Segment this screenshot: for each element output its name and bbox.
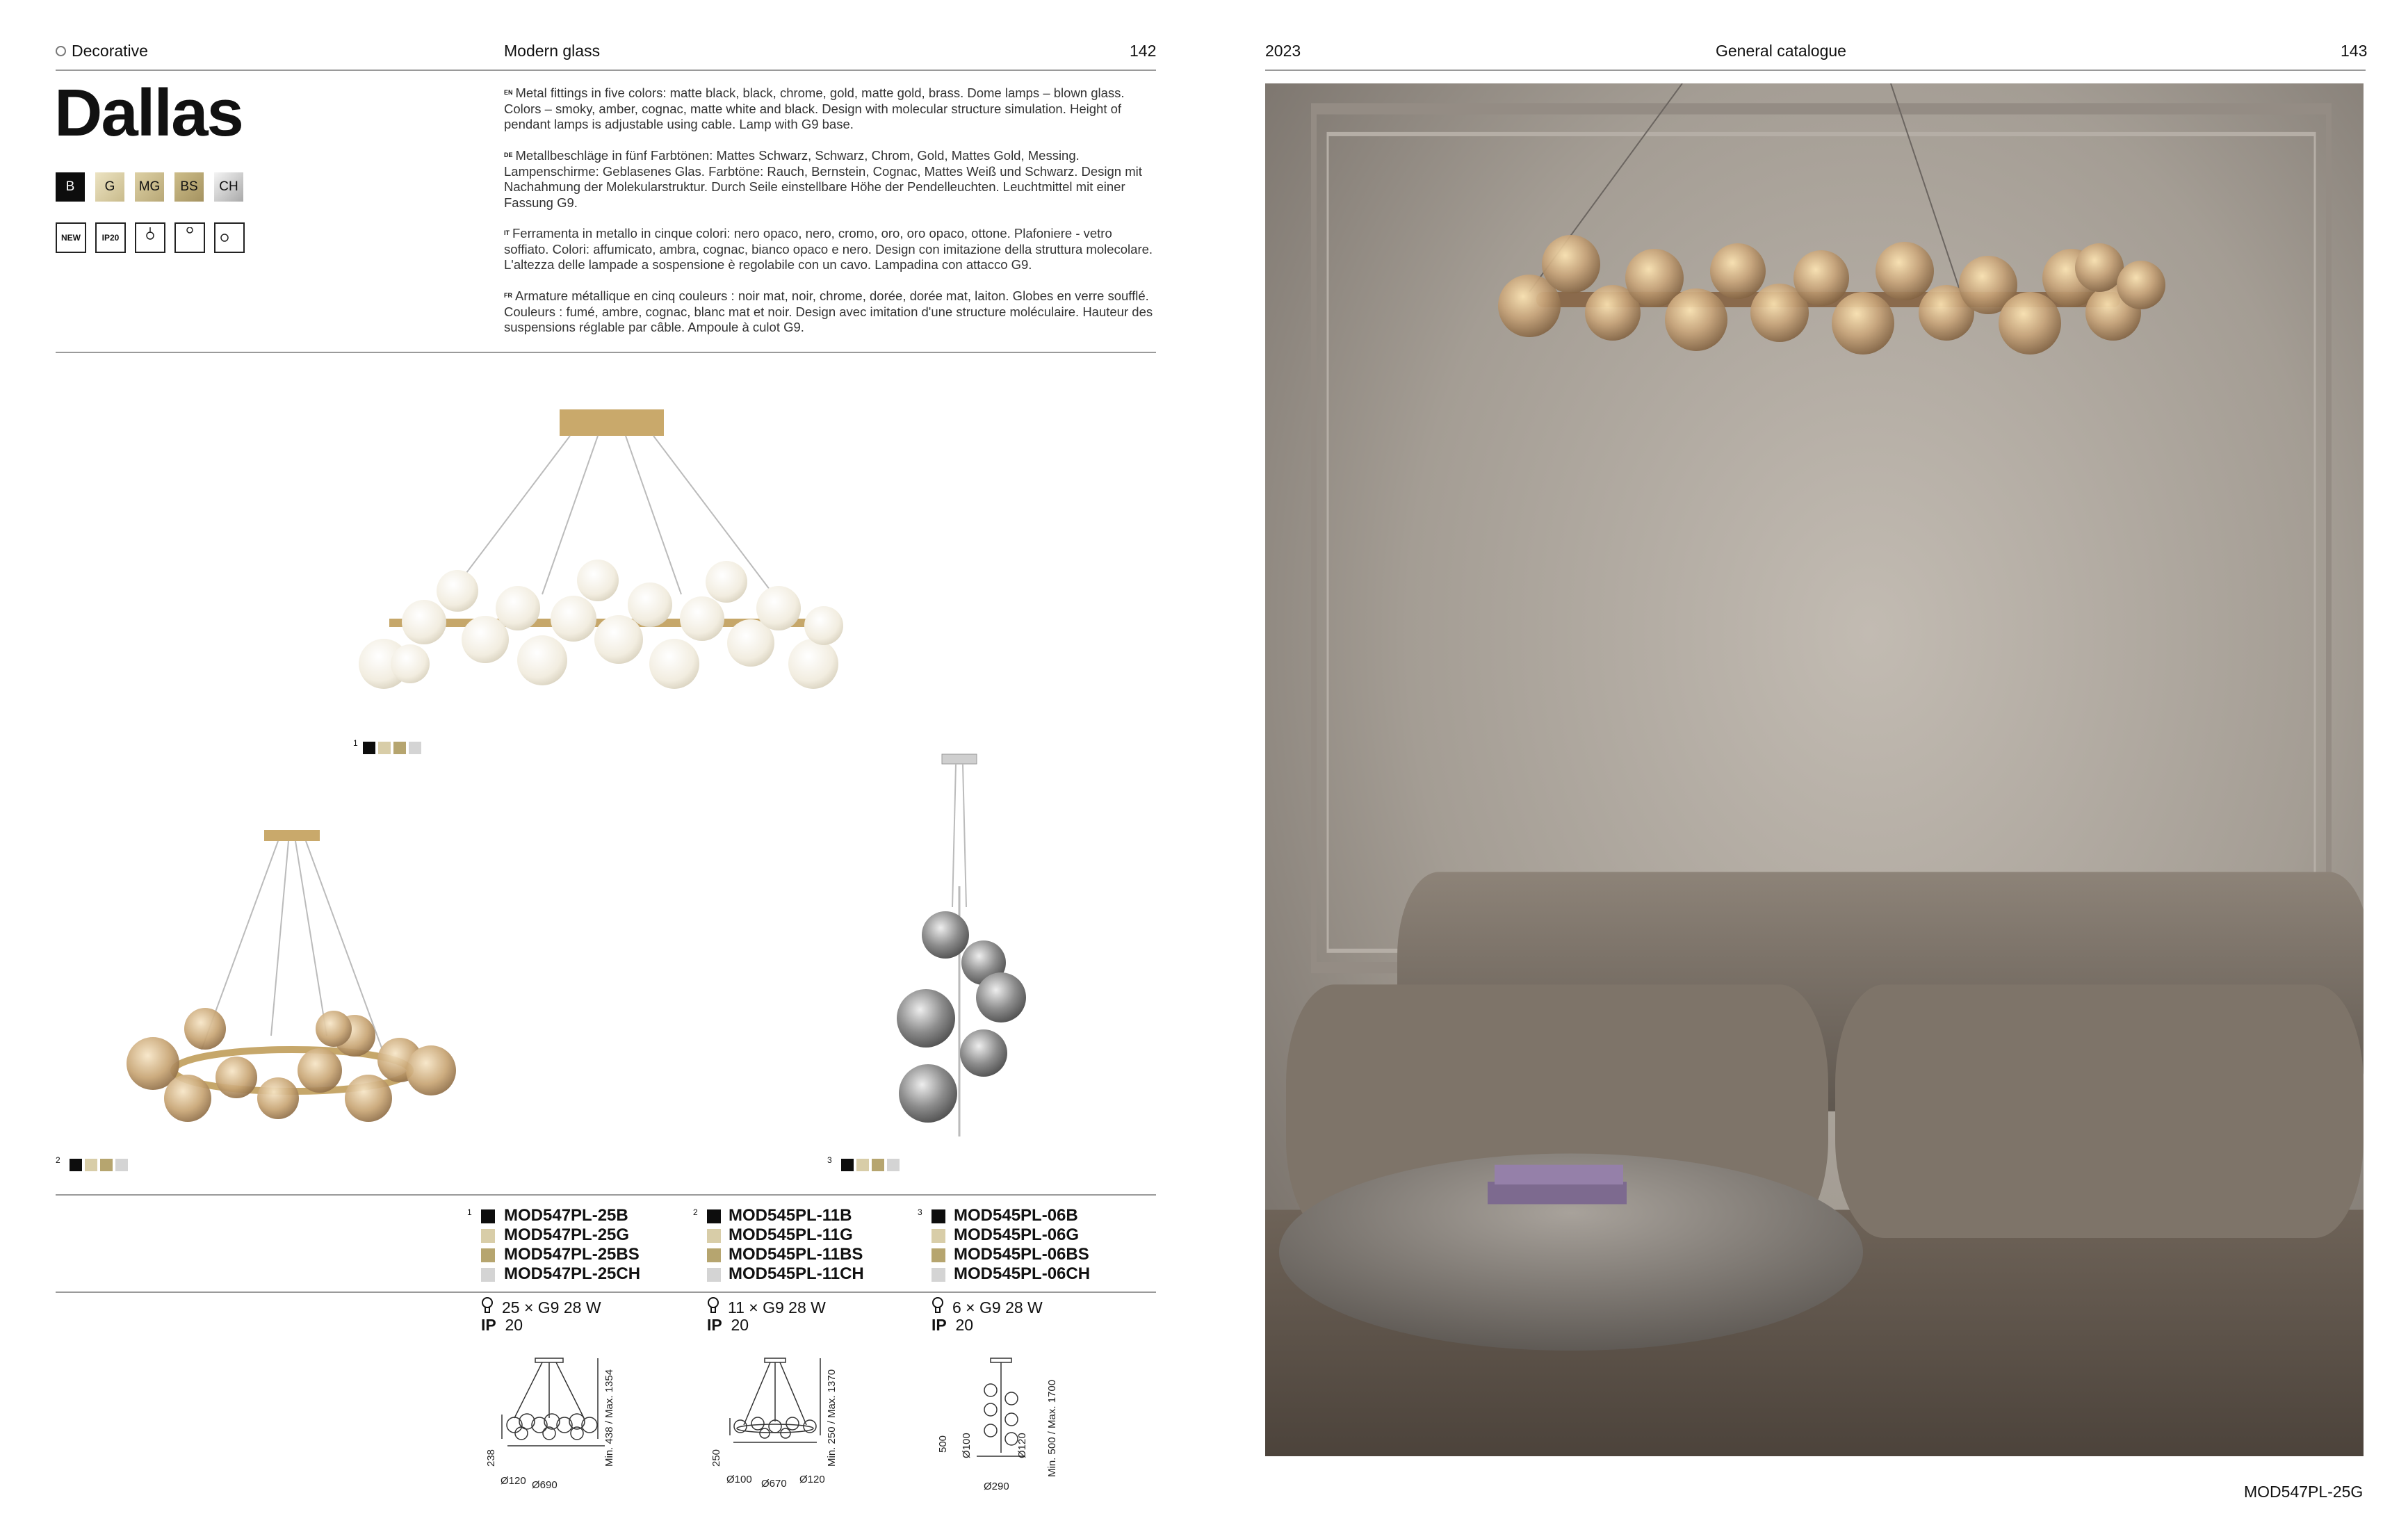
ip-value: 20 — [955, 1316, 974, 1334]
product-number: 3 — [918, 1207, 922, 1217]
ip-label: IP — [707, 1316, 722, 1334]
product-code: MOD545PL-11B — [729, 1206, 852, 1225]
dim-adjustable: Min. 250 / Max. 1370 — [826, 1369, 838, 1467]
dim-height: 500 — [937, 1435, 949, 1453]
ceiling-mount-icon — [135, 222, 165, 253]
product-1-number: 1 — [353, 738, 358, 748]
dim-diameter-3: Ø120 — [1016, 1433, 1028, 1458]
description-it — [504, 225, 1157, 273]
section-text: Decorative — [72, 42, 148, 60]
description-text: Metal fittings in five colors: matte black, black, chrome, gold, matte gold, brass. Dome lamps – blown glass. Colors – smoky, amber, cognac, matte white and black. Design with molecular structure simulation. Height of pendant lamps is adjustable using cable. Lamp with G9 base. — [504, 85, 1125, 131]
product-code: MOD547PL-25B — [504, 1206, 628, 1225]
codes-rule-top — [56, 1194, 1156, 1196]
catalogue-label: General catalogue — [1716, 42, 1846, 60]
swatch-chrome — [115, 1159, 128, 1171]
code-swatch — [707, 1229, 721, 1243]
product-code: MOD545PL-06CH — [954, 1264, 1091, 1283]
description-rule — [56, 352, 1156, 353]
code-swatch — [481, 1229, 495, 1243]
ip-spec — [707, 1315, 749, 1335]
dim-height: 250 — [710, 1449, 722, 1467]
code-swatch — [481, 1248, 495, 1262]
header-rule-right — [1265, 70, 2366, 71]
dim-adjustable: Min. 438 / Max. 1354 — [603, 1369, 615, 1467]
page-number-right: 143 — [2341, 42, 2368, 60]
product-code: MOD545PL-11G — [729, 1225, 853, 1244]
description-de — [504, 147, 1157, 211]
product-code: MOD545PL-06G — [954, 1225, 1080, 1244]
ip-spec — [481, 1315, 523, 1335]
description-text: Metallbeschläge in fünf Farbtönen: Mattes Schwarz, Schwarz, Chrom, Gold, Mattes Gold, Messing. Lampenschirme: Geblasenes Glas. Farbtöne: Rauch, Bernstein, Cognac, Mattes Weiß und Schwarz. Design mit Nachahmung der Molekularstruktur. Durch Seile einstellbare Höhe der Pendelleuchten. Leuchtmittel mit einer Fassung G9. — [504, 148, 1142, 210]
product-code: MOD547PL-25G — [504, 1225, 630, 1244]
codes-rule-bottom — [56, 1291, 1156, 1293]
year-label: 2023 — [1265, 42, 1301, 60]
swatch-chrome — [887, 1159, 900, 1171]
bulb-text: 25 × G9 28 W — [502, 1298, 601, 1317]
swatch-black — [70, 1159, 82, 1171]
dim-diameter-3: Ø120 — [799, 1474, 825, 1485]
dim-diameter-2: Ø670 — [761, 1478, 787, 1490]
ip-spec — [932, 1315, 973, 1335]
collection-label: Modern glass — [504, 42, 601, 60]
lang-code: FR — [504, 292, 512, 299]
section-label — [56, 42, 148, 60]
bulb-text: 6 × G9 28 W — [952, 1298, 1043, 1317]
description-en — [504, 85, 1157, 133]
code-swatch — [707, 1268, 721, 1282]
ip-value: 20 — [505, 1316, 523, 1334]
swatch-brass — [100, 1159, 113, 1171]
ip-label: IP — [481, 1316, 496, 1334]
dim-diameter-1: Ø100 — [961, 1433, 973, 1458]
description-text: Ferramenta in metallo in cinque colori: nero opaco, nero, cromo, oro, oro opaco, ottone. Plafoniere - vetro soffiato. Colori: affumicato, ambra, cognac, bianco opaco e nero. Design con imitazione della struttura molecolare. L'altezza delle lampade a sospensione è regolabile con un cavo. Lampadina con attacco G9. — [504, 226, 1153, 272]
interior-photo — [1265, 83, 2364, 1456]
product-code: MOD547PL-25CH — [504, 1264, 641, 1283]
color-option-bs[interactable]: BS — [174, 172, 204, 202]
swatch-black — [363, 742, 375, 754]
code-swatch — [707, 1248, 721, 1262]
lang-code: DE — [504, 152, 513, 158]
product-code: MOD547PL-25BS — [504, 1245, 640, 1264]
lang-code: EN — [504, 89, 513, 96]
product-code: MOD545PL-06BS — [954, 1245, 1089, 1264]
product-code: MOD545PL-06B — [954, 1206, 1078, 1225]
color-option-g[interactable]: G — [95, 172, 124, 202]
circle-icon — [56, 46, 66, 56]
color-option-ch[interactable]: CH — [214, 172, 243, 202]
globe-icon — [214, 222, 245, 253]
code-swatch — [932, 1268, 945, 1282]
product-code: MOD545PL-11CH — [729, 1264, 864, 1283]
product-number: 1 — [467, 1207, 472, 1217]
photo-caption: MOD547PL-25G — [2244, 1483, 2364, 1501]
ip20-badge: IP20 — [95, 222, 126, 253]
technical-drawing-2 — [716, 1355, 841, 1453]
dim-diameter-2: Ø290 — [984, 1481, 1009, 1492]
dim-height: 238 — [485, 1449, 497, 1467]
color-option-mg[interactable]: MG — [135, 172, 164, 202]
code-swatch — [481, 1209, 495, 1223]
dim-diameter-2: Ø690 — [532, 1479, 558, 1491]
pendant-icon — [174, 222, 205, 253]
dim-diameter-1: Ø120 — [501, 1475, 526, 1487]
dim-adjustable: Min. 500 / Max. 1700 — [1046, 1379, 1058, 1477]
swatch-black — [841, 1159, 854, 1171]
product-code: MOD545PL-11BS — [729, 1245, 863, 1264]
product-image-3 — [883, 747, 1036, 1147]
swatch-brass — [393, 742, 406, 754]
color-option-b[interactable]: B — [56, 172, 85, 202]
page-number-left: 142 — [1130, 42, 1157, 60]
header-rule-left — [56, 70, 1156, 71]
product-2-number: 2 — [56, 1155, 60, 1165]
description-text: Armature métallique en cinq couleurs : noir mat, noir, chrome, dorée, dorée mat, laiton. Globes en verre soufflé. Couleurs : fumé, ambre, cognac, blanc mat et noir. Design avec imitation d'une structure moléculaire. Hauteur des suspensions réglable par câble. Ampoule à culot G9. — [504, 288, 1153, 334]
product-image-1 — [334, 400, 890, 706]
code-swatch — [481, 1268, 495, 1282]
product-title: Dallas — [54, 76, 243, 150]
swatch-gold — [856, 1159, 869, 1171]
swatch-brass — [872, 1159, 884, 1171]
code-swatch — [932, 1209, 945, 1223]
dim-diameter-1: Ø100 — [726, 1474, 752, 1485]
product-image-2 — [111, 820, 473, 1154]
swatch-gold — [85, 1159, 97, 1171]
ip-label: IP — [932, 1316, 947, 1334]
product-number: 2 — [693, 1207, 698, 1217]
code-swatch — [707, 1209, 721, 1223]
lang-code: IT — [504, 229, 510, 236]
swatch-chrome — [409, 742, 421, 754]
description-fr — [504, 288, 1157, 336]
product-3-number: 3 — [827, 1155, 832, 1165]
code-swatch — [932, 1229, 945, 1243]
bulb-text: 11 × G9 28 W — [728, 1298, 826, 1317]
code-swatch — [932, 1248, 945, 1262]
swatch-gold — [378, 742, 391, 754]
new-badge: NEW — [56, 222, 86, 253]
ip-value: 20 — [731, 1316, 749, 1334]
